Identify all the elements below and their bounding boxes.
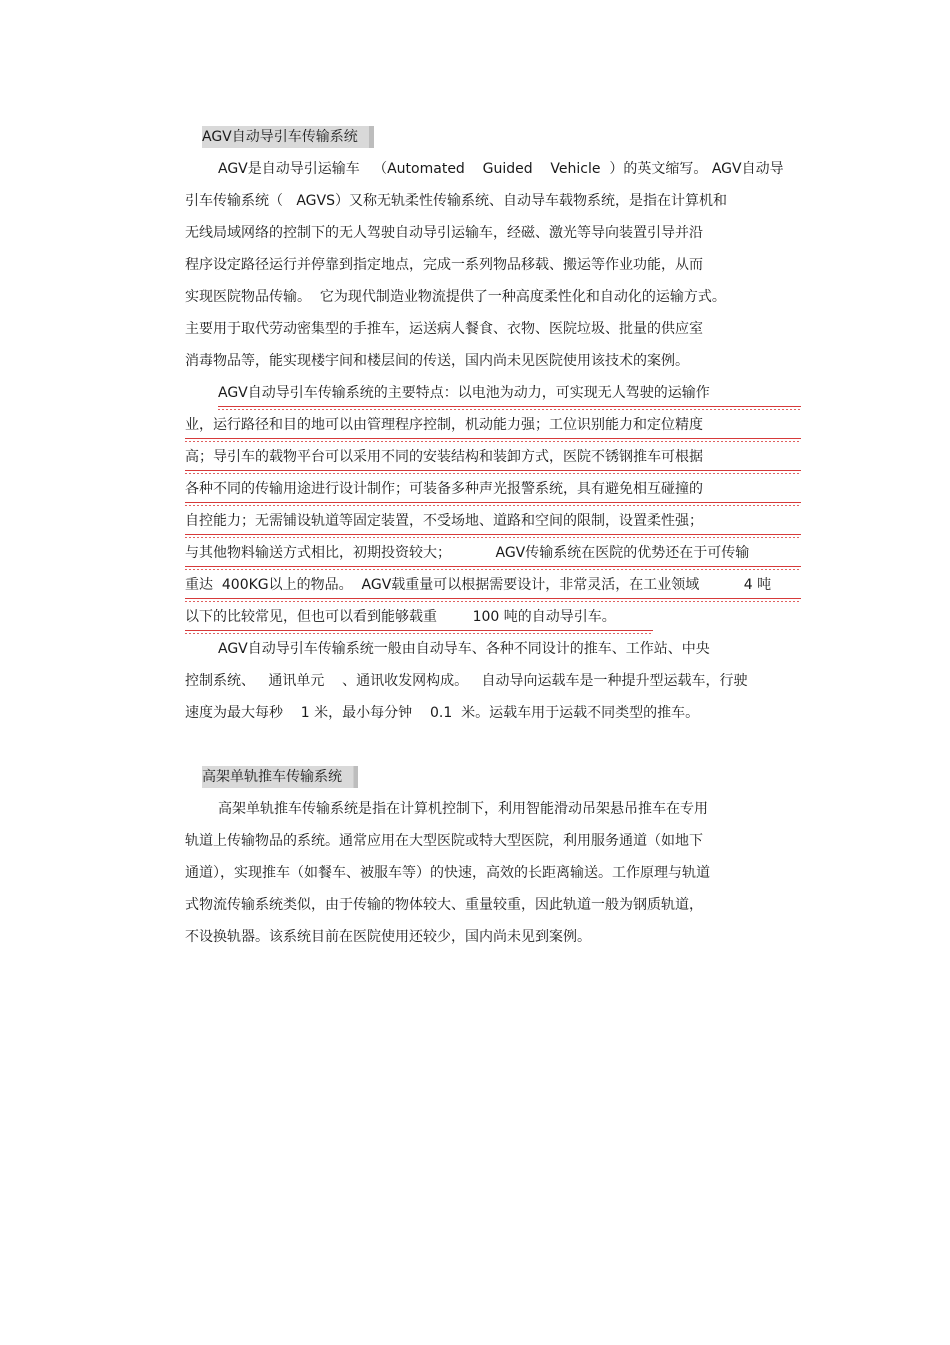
highlighted-line: 自控能力；无需铺设轨道等固定装置，不受场地、道路和空间的限制，设置柔性强； bbox=[185, 511, 801, 535]
paragraph-line: 实现医院物品传输。 它为现代制造业物流提供了一种高度柔性化和自动化的运输方式。 bbox=[185, 289, 726, 305]
paragraph-line: 引车传输系统（ AGVS）又称无轨柔性传输系统、自动导车载物系统，是指在计算机和 bbox=[185, 193, 727, 209]
highlighted-line: 以下的比较常见，但也可以看到能够载重 100 吨的自动导引车。 bbox=[185, 607, 653, 631]
section-heading-agv: AGV自动导引车传输系统 bbox=[202, 126, 374, 148]
paragraph-line: 高架单轨推车传输系统是指在计算机控制下，利用智能滑动吊架悬吊推车在专用 bbox=[218, 801, 708, 817]
highlighted-line: 高；导引车的载物平台可以采用不同的安装结构和装卸方式，医院不锈钢推车可根据 bbox=[185, 447, 801, 471]
paragraph-line: 式物流传输系统类似，由于传输的物体较大、重量较重，因此轨道一般为钢质轨道， bbox=[185, 897, 703, 913]
highlighted-line: 各种不同的传输用途进行设计制作；可装备多种声光报警系统，具有避免相互碰撞的 bbox=[185, 479, 801, 503]
highlighted-line: 业，运行路径和目的地可以由管理程序控制，机动能力强；工位识别能力和定位精度 bbox=[185, 415, 801, 439]
section-heading-monorail: 高架单轨推车传输系统 bbox=[202, 766, 358, 788]
paragraph-line: 控制系统、 通讯单元 、通讯收发网构成。 自动导向运载车是一种提升型运载车，行驶 bbox=[185, 673, 748, 689]
paragraph-line: 轨道上传输物品的系统。通常应用在大型医院或特大型医院，利用服务通道（如地下 bbox=[185, 833, 703, 849]
paragraph-line: 通道），实现推车（如餐车、被服车等）的快速，高效的长距离输送。工作原理与轨道 bbox=[185, 865, 710, 881]
highlighted-line: 与其他物料输送方式相比，初期投资较大； AGV传输系统在医院的优势还在于可传输 bbox=[185, 543, 801, 567]
paragraph-line: 主要用于取代劳动密集型的手推车，运送病人餐食、衣物、医院垃圾、批量的供应室 bbox=[185, 321, 703, 337]
paragraph-line: 无线局域网络的控制下的无人驾驶自动导引运输车，经磁、激光等导向装置引导并沿 bbox=[185, 225, 703, 241]
paragraph-line: 不设换轨器。该系统目前在医院使用还较少，国内尚未见到案例。 bbox=[185, 929, 591, 945]
paragraph-line: 速度为最大每秒 1 米，最小每分钟 0.1 米。运载车用于运载不同类型的推车。 bbox=[185, 705, 700, 721]
highlighted-line: AGV自动导引车传输系统的主要特点：以电池为动力，可实现无人驾驶的运输作 bbox=[218, 383, 801, 407]
paragraph-line: 程序设定路径运行并停靠到指定地点，完成一系列物品移载、搬运等作业功能，从而 bbox=[185, 257, 703, 273]
paragraph-line: AGV自动导引车传输系统一般由自动导车、各种不同设计的推车、工作站、中央 bbox=[218, 641, 710, 657]
highlighted-line: 重达 400KG以上的物品。 AGV载重量可以根据需要设计，非常灵活，在工业领域 4 吨 bbox=[185, 575, 801, 599]
paragraph-line: AGV是自动导引运输车 （Automated Guided Vehicle ）的英文缩写。 AGV自动导 bbox=[218, 161, 784, 177]
paragraph-line: 消毒物品等，能实现楼宇间和楼层间的传送，国内尚未见医院使用该技术的案例。 bbox=[185, 353, 689, 369]
